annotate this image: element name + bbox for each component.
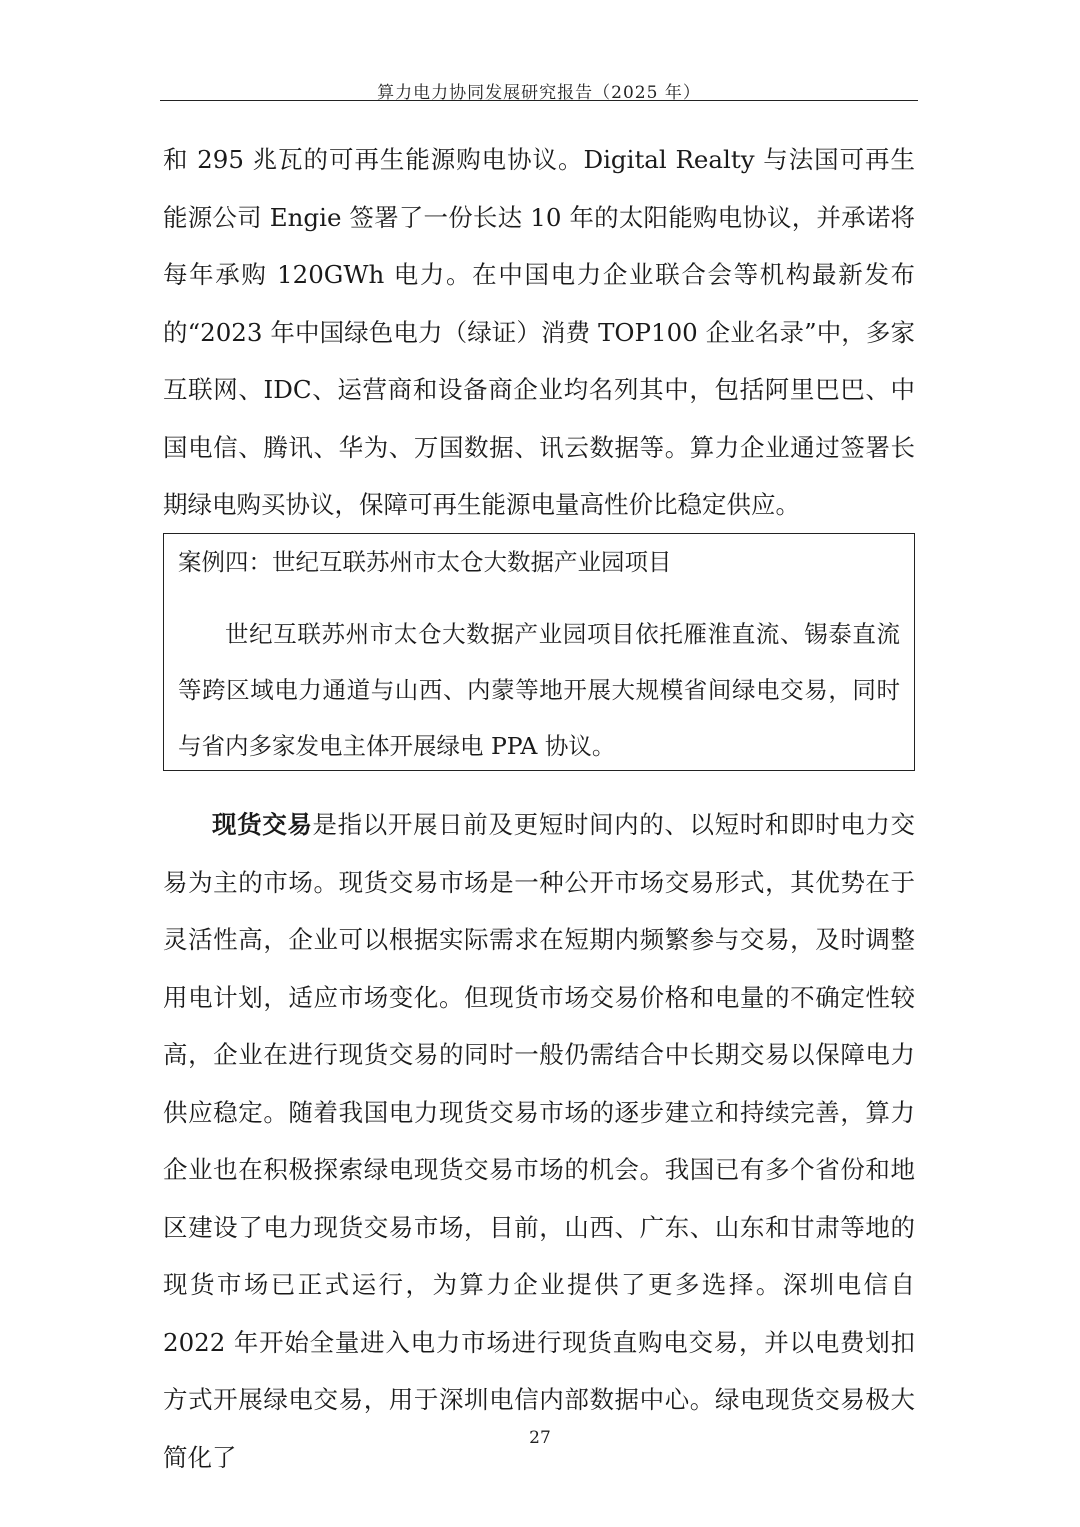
paragraph-spot-trading [163, 796, 915, 1486]
paragraph-ppa-agreements: 和 295 兆瓦的可再生能源购电协议。Digital Realty 与法国可再生能源公司 Engie 签署了一份长达 10 年的太阳能购电协议，并承诺将每年承购 120GWh 电力。在中国电力企业联合会等机构最新发布的“2023 年中国绿色电力（绿证）消费 TOP100 企业名录”中，多家互联网、IDC、运营商和设备商企业均名列其中，包括阿里巴巴、中国电信、腾讯、华为、万国数据、讯云数据等。算力企业通过签署长期绿电购买协议，保障可再生能源电量高性价比稳定供应。 [163, 145, 915, 519]
page-number: 27 [529, 1428, 551, 1448]
case-study-title: 案例四：世纪互联苏州市太仓大数据产业园项目 [178, 548, 672, 576]
header-divider [160, 100, 918, 101]
term-spot-trading: 现货交易 [212, 810, 313, 839]
case-study-box [163, 533, 915, 771]
paragraph-spot-trading-text: 是指以开展日前及更短时间内的、以短时和即时电力交易为主的市场。现货交易市场是一种公开市场交易形式，其优势在于灵活性高，企业可以根据实际需求在短期内频繁参与交易，及时调整用电计划，适应市场变化。但现货市场交易价格和电量的不确定性较高，企业在进行现货交易的同时一般仍需结合中长期交易以保障电力供应稳定。随着我国电力现货交易市场的逐步建立和持续完善，算力企业也在积极探索绿电现货交易市场的机会。我国已有多个省份和地区建设了电力现货交易市场，目前，山西、广东、山东和甘肃等地的现货市场已正式运行，为算力企业提供了更多选择。深圳电信自 2022 年开始全量进入电力市场进行现货直购电交易，并以电费划扣方式开展绿电交易，用于深圳电信内部数据中心。绿电现货交易极大简化了 [163, 810, 916, 1472]
case-study-body: 世纪互联苏州市太仓大数据产业园项目依托雁淮直流、锡泰直流等跨区域电力通道与山西、内蒙等地开展大规模省间绿电交易，同时与省内多家发电主体开展绿电 PPA 协议。 [178, 620, 900, 760]
running-header-title: 算力电力协同发展研究报告（2025 年） [377, 83, 701, 103]
